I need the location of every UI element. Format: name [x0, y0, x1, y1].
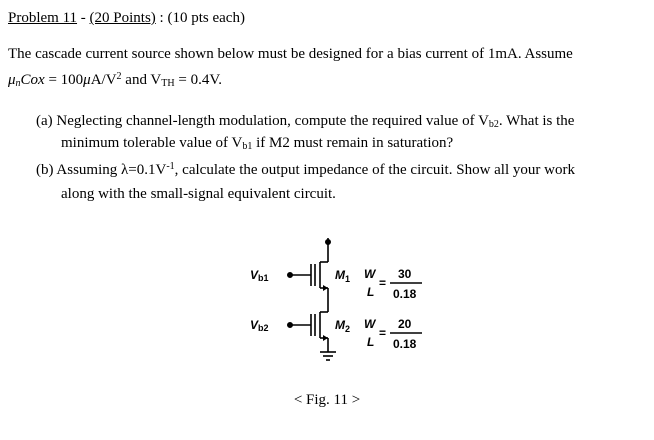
problem-points: (20 Points) [89, 10, 156, 26]
question-b-line-1: (b) Assuming $\lambda=0.1V^{-1}$, calculate the output impedance of the circuit. Show all your work [36, 161, 575, 178]
m2-width-value: 20 [398, 317, 412, 331]
m2-equals: = [379, 326, 387, 340]
intro-line-1: The cascade current source shown below must be designed for a bias current of 1mA. Assume [8, 46, 573, 62]
m1-length-value: 0.18 [393, 287, 417, 301]
m2-label: $M_2$ [335, 318, 351, 334]
problem-number: Problem 11 [8, 10, 78, 26]
intro-line-2: $\mu_nCox = 100\mu A/V^2$ and $V_{TH} = 0.4V$. [8, 71, 222, 89]
circuit-labels [250, 267, 417, 351]
m1-w-label: W [364, 267, 376, 281]
cascode-circuit-diagram [240, 232, 440, 372]
header-rest: : (10 pts each) [155, 10, 245, 26]
m1-width-value: 30 [398, 267, 412, 281]
m2-length-value: 0.18 [393, 337, 417, 351]
question-b-line-2: along with the small-signal equivalent circuit. [61, 186, 336, 202]
problem-header [8, 10, 245, 27]
m2-w-label: W [364, 317, 376, 331]
vb1-label: Vb1 [250, 268, 269, 283]
question-a-line-1: (a) Neglecting channel-length modulation, compute the required value of $V_{b2}$. What is the [36, 113, 575, 130]
vb2-label: Vb2 [250, 318, 269, 333]
m2-l-label: L [367, 335, 375, 349]
question-a-line-2: minimum tolerable value of $V_{b1}$ if M2 must remain in saturation? [61, 135, 454, 152]
m1-label: $M_1$ [335, 268, 351, 284]
header-dash: - [77, 10, 90, 26]
figure-caption: < Fig. 11 > [293, 392, 361, 408]
m1-l-label: L [367, 285, 375, 299]
m1-equals: = [379, 276, 387, 290]
